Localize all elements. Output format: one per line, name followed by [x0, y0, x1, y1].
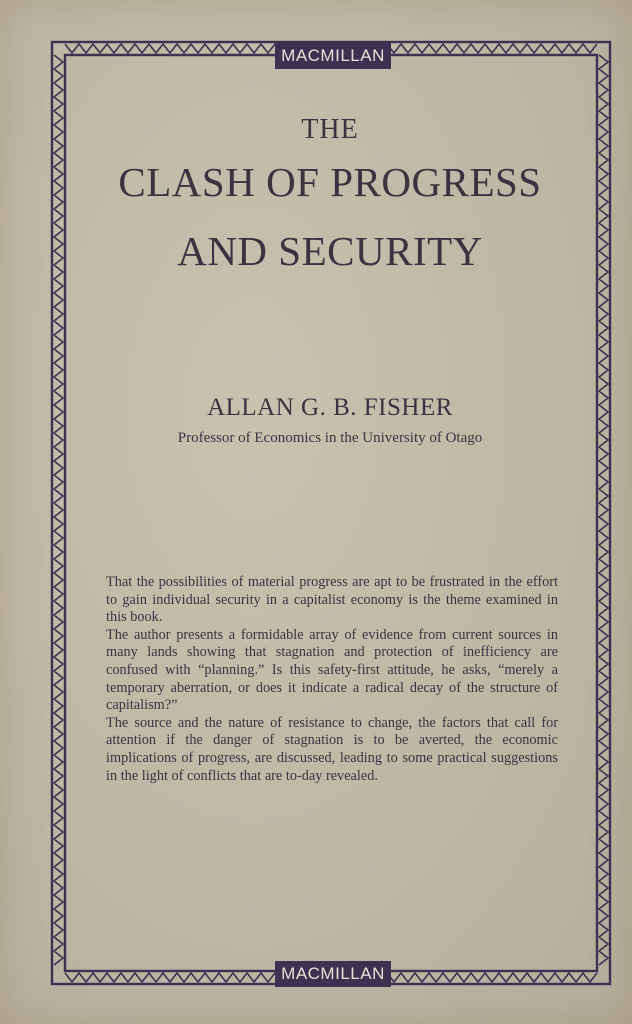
- blurb-paragraph-1: That the possibilities of material progress are apt to be frustrated in the effort to gain individual security in a capitalist economy is the theme examined in this book.: [106, 574, 558, 626]
- publisher-badge-bottom: MACMILLAN: [275, 961, 391, 987]
- cover-blurb: [106, 574, 558, 785]
- author-name: ALLAN G. B. FISHER: [207, 394, 453, 421]
- author-affiliation: Professor of Economics in the University of Otago: [177, 430, 483, 446]
- blurb-paragraph-3: The source and the nature of resistance to change, the factors that call for attention if the danger of stagnation is to be averted, the economic implications of progress, are discussed, leading to some practical suggestions in the light of conflicts that are to-day revealed.: [106, 714, 558, 784]
- title-line-1: THE: [301, 114, 359, 145]
- title-line-2: CLASH OF PROGRESS: [118, 159, 542, 205]
- publisher-badge-top: MACMILLAN: [275, 43, 391, 69]
- title-line-3: AND SECURITY: [177, 228, 483, 274]
- blurb-paragraph-2: The author presents a formidable array of evidence from current sources in many lands showing that stagnation and protection of inefficiency are confused with “planning.” Is this safety-first attitude, he asks, “merely a temporary aberration, or does it indicate a radical decay of the structure of capitalism?”: [106, 626, 558, 714]
